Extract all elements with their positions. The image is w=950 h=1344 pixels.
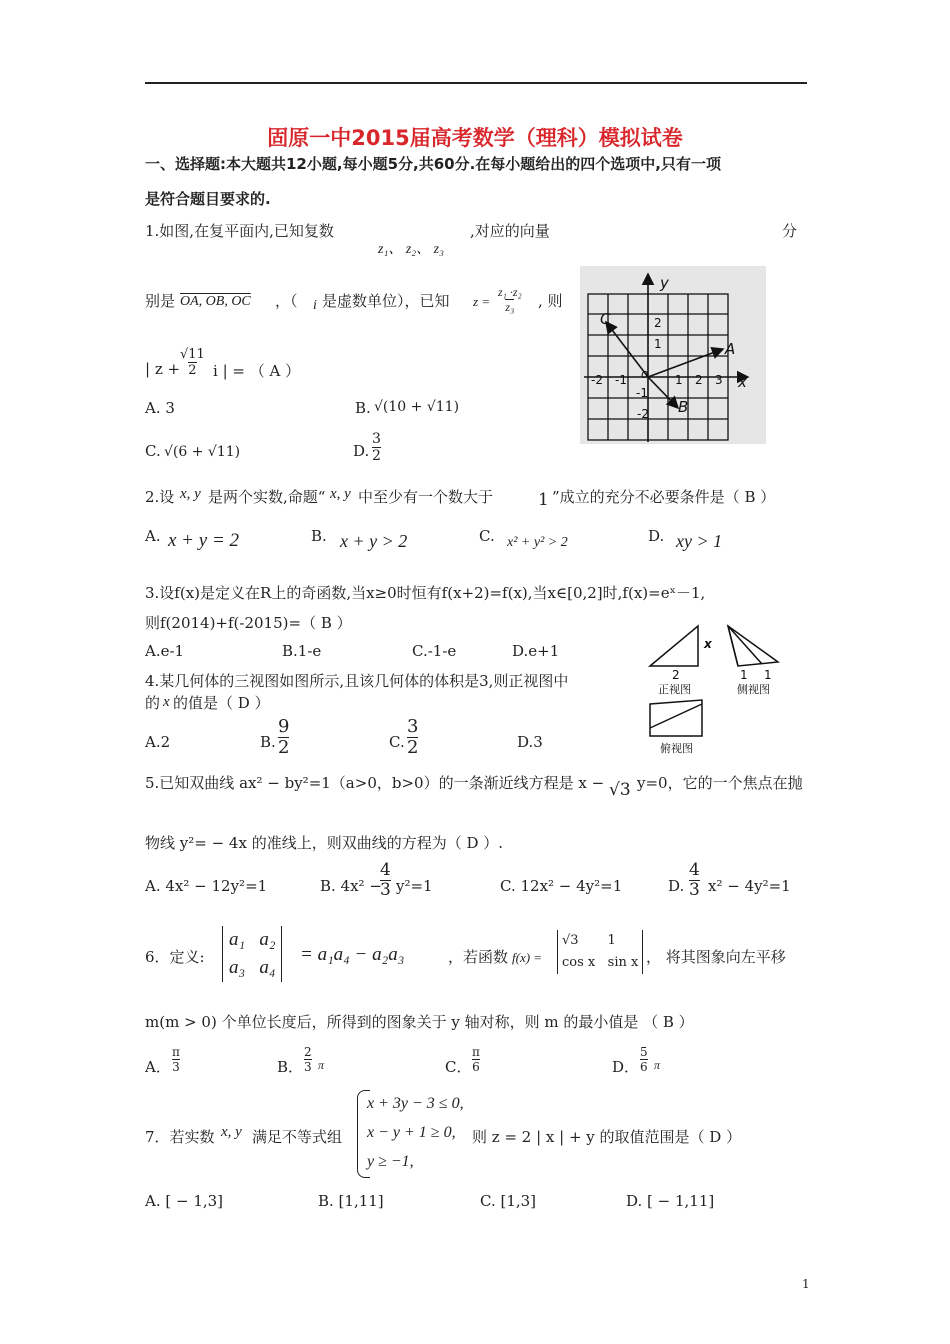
q5-line2: 物线 y²= − 4x 的准线上，则双曲线的方程为（ D ）. [145, 834, 504, 852]
fig1-tick-x-3: 3 [715, 373, 723, 387]
q1-option-b-label: B. [355, 399, 371, 417]
q6-option-d-num: 5 [640, 1045, 648, 1059]
q2-text-b: 是两个实数,命题“ [208, 488, 326, 506]
fig4-side-caption: 侧视图 [737, 683, 770, 696]
q1-option-c-label: C. [145, 442, 161, 460]
q1-line1: 1.如图,在复平面内,已知复数 [145, 222, 334, 240]
q1-i-symbol: i [313, 298, 317, 313]
q1-option-a: A. 3 [145, 399, 175, 417]
q7-option-b: B. [1,11] [318, 1192, 384, 1210]
q5-option-d-a: D. [668, 877, 685, 895]
q2-text-c: 中至少有一个数大于 [358, 488, 494, 506]
q6-option-c-label: C． [445, 1058, 472, 1076]
q6-option-b-label: B． [277, 1058, 304, 1076]
fig4-front-x: x [704, 637, 712, 651]
q6-option-c-fraction [472, 1046, 480, 1073]
q1-option-d-fraction [372, 432, 381, 463]
q6-option-b-num: 2 [304, 1045, 312, 1059]
q1-two: 2 [188, 362, 197, 378]
q1-sqrt11: √11 [180, 347, 205, 362]
q2-option-c-label: C. [479, 527, 495, 545]
q6-text-b: ， 将其图象向左平移 [646, 948, 786, 966]
section-heading-cont: 是符合题目要求的. [145, 190, 271, 208]
q7-text-a: 7．若实数 [145, 1128, 215, 1146]
q5-option-d-b: x² − 4y²=1 [708, 877, 791, 895]
q7-option-a: A. [ − 1,3] [145, 1192, 224, 1210]
q2-option-a-label: A. [145, 527, 161, 545]
q3-line2: 则f(2014)+f(-2015)=（ B ） [145, 614, 352, 632]
fig4-front-caption: 正视图 [658, 683, 691, 696]
fig1-tick-y-neg1: -1 [636, 386, 648, 400]
q4-option-b-den: 2 [278, 736, 290, 758]
q3-option-d: D.e+1 [512, 642, 560, 660]
q5-option-d-den: 3 [689, 879, 700, 900]
q6-option-a-num: π [172, 1045, 180, 1059]
q6-line2: m(m > 0) 个单位长度后，所得到的图象关于 y 轴对称，则 m 的最小值是 （ B ） [145, 1013, 694, 1031]
q3-option-b: B.1-e [282, 642, 322, 660]
q2-option-c: x² + y² > 2 [507, 535, 568, 550]
fig1-tick-x-1: 1 [675, 373, 683, 387]
fig1-tick-y-neg2: -2 [637, 407, 649, 421]
three-views-figure [640, 618, 790, 758]
q6-function-matrix [557, 930, 643, 974]
fig4-side-1a: 1 [740, 668, 748, 682]
q1-expr-b: i | = （ A ） [213, 362, 301, 380]
q5-option-b-num: 4 [380, 860, 391, 880]
q4-option-a: A.2 [145, 733, 171, 751]
q5-option-d-fraction [689, 862, 700, 900]
header-rule [145, 82, 807, 84]
q2-xy: x, y [180, 486, 201, 502]
q6-m11: √3 [562, 933, 579, 948]
q6-option-d-den: 6 [640, 1059, 648, 1074]
q5-option-c: C. 12x² − 4y²=1 [500, 877, 623, 895]
q1-option-d-num: 3 [372, 431, 381, 447]
q6-def-rhs: = a₁a₄ − a₂a₃ [300, 944, 405, 965]
q7-option-d: D. [ − 1,11] [626, 1192, 715, 1210]
q5-line1: 5.已知双曲线 ax² − by²=1（a>0，b>0）的一条渐近线方程是 x − [145, 774, 605, 792]
q6-option-b-pi: π [318, 1058, 325, 1072]
fig1-y-axis-label: y [660, 274, 669, 292]
q6-option-a-den: 3 [172, 1059, 180, 1074]
complex-plane-figure [580, 266, 766, 444]
q2-text-d: ”成立的充分不必要条件是（ B ） [552, 488, 776, 506]
q5-line1-b: y=0，它的一个焦点在抛 [637, 774, 803, 792]
page-number: 1 [802, 1277, 810, 1291]
fig1-tick-x-2: 2 [695, 373, 703, 387]
q1-option-d-label: D. [353, 442, 370, 460]
fig1-tick-x-neg1: -1 [615, 373, 627, 387]
q6-label: 6．定义: [145, 948, 205, 966]
q1-line1-b: ,对应的向量 [470, 222, 550, 240]
section-heading: 一、选择题:本大题共12小题,每小题5分,共60分.在每小题给出的四个选项中,只有一项 [145, 155, 721, 173]
q3-line1: 3.设f(x)是定义在R上的奇函数,当x≥0时恒有f(x+2)=f(x),当x∈[0,2]时,f(x)=eˣ－1, [145, 584, 706, 602]
q6-m12: 1 [607, 933, 616, 948]
q6-a1: a₁ [229, 929, 246, 950]
q3-option-a: A.e-1 [145, 642, 185, 660]
q1-line2-d: , 则 [538, 292, 563, 310]
fig1-tick-x-neg2: -2 [591, 373, 603, 387]
q6-determinant-definition [222, 926, 282, 982]
q4-option-c-label: C. [389, 733, 405, 751]
q2-option-d: xy > 1 [676, 531, 723, 551]
q1-line2-c: 是虚数单位），已知 [322, 292, 450, 310]
q6-option-d-fraction [640, 1046, 648, 1073]
q3-option-c: C.-1-e [412, 642, 457, 660]
q2-option-b: x + y > 2 [340, 531, 408, 551]
q4-line2-a: 的 [145, 694, 161, 712]
q7-constraint-3: y ≥ −1, [367, 1153, 414, 1170]
q7-constraint-2: x − y + 1 ≥ 0, [367, 1124, 456, 1141]
q5-option-b-b: y²=1 [396, 877, 433, 895]
q6-a3: a₃ [229, 957, 246, 978]
q4-option-d: D.3 [517, 733, 543, 751]
fig1-point-b: B [678, 398, 689, 416]
q6-a4: a₄ [259, 957, 276, 978]
q5-option-b-a: B. 4x² − [320, 877, 382, 895]
q1-z-num: z₁ ·z₂ [498, 285, 522, 299]
q1-vectors: OA, OB, OC [180, 294, 251, 309]
q4-option-c-den: 2 [407, 736, 419, 758]
q6-m21: cos x [562, 955, 596, 970]
page-title: 固原一中2015届高考数学（理科）模拟试卷 [267, 126, 683, 150]
q2-option-b-label: B. [311, 527, 327, 545]
fig4-front-base: 2 [672, 668, 680, 682]
q5-option-d-num: 4 [689, 860, 700, 880]
q1-line2-a: 别是 [145, 292, 176, 310]
q1-option-d-den: 2 [372, 447, 381, 464]
q1-expr-a: | z + [145, 360, 181, 378]
q1-option-c: √(6 + √11) [164, 444, 241, 460]
q1-z-eq: z = [473, 294, 491, 309]
q1-line1-c: 分 [782, 222, 798, 240]
q6-option-a-fraction [172, 1046, 180, 1073]
q1-z-den: z₃ [505, 299, 515, 314]
q6-a2: a₂ [259, 929, 276, 950]
fig1-point-c: C [600, 310, 611, 328]
q4-option-c-fraction [407, 718, 418, 758]
q6-m22: sin x [607, 955, 639, 970]
q6-option-b-fraction [304, 1046, 312, 1073]
q4-option-b-num: 9 [278, 716, 290, 737]
q7-constraint-1: x + 3y − 3 ≤ 0, [367, 1095, 464, 1112]
fig4-side-1b: 1 [764, 668, 772, 682]
q2-option-d-label: D. [648, 527, 665, 545]
q2-one: 1 [538, 490, 549, 510]
fig1-point-a: A [725, 340, 736, 358]
q6-option-d-pi: π [654, 1058, 661, 1072]
q4-option-c-num: 3 [407, 716, 419, 737]
fig1-tick-y-1: 1 [654, 337, 662, 351]
q6-text-a: ，若函数 [448, 948, 509, 966]
q6-option-b-den: 3 [304, 1059, 312, 1074]
q1-z-fraction [498, 286, 522, 313]
fig4-top-caption: 俯视图 [660, 742, 693, 755]
q1-option-b: √(10 + √11) [374, 399, 460, 415]
q4-line1: 4.某几何体的三视图如图所示,且该几何体的体积是3,则正视图中 [145, 672, 569, 690]
q1-line2-b: ，（ [275, 292, 298, 310]
q7-text-b: 满足不等式组 [252, 1128, 343, 1146]
q5-sqrt3: √3 [609, 780, 631, 800]
q4-option-b-fraction [278, 718, 289, 758]
q2-option-a: x + y = 2 [168, 530, 240, 551]
q5-option-a: A. 4x² − 12y²=1 [145, 877, 268, 895]
q5-option-b-fraction [380, 862, 391, 900]
q4-line2-b: 的值是（ D ） [173, 694, 270, 712]
fig1-x-axis-label: x [738, 373, 747, 391]
fig1-origin: o [641, 367, 649, 381]
q6-fx: f(x) = [512, 950, 543, 965]
q6-option-d-label: D． [612, 1058, 640, 1076]
q7-xy: x, y [221, 1124, 242, 1140]
q7-option-c: C. [1,3] [480, 1192, 537, 1210]
q4-option-b-label: B. [260, 733, 276, 751]
q2-text-a: 2.设 [145, 488, 175, 506]
q2-xy2: x, y [330, 486, 351, 502]
fig1-tick-y-2: 2 [654, 316, 662, 330]
q7-text-c: 则 z = 2 | x | + y 的取值范围是（ D ） [472, 1128, 742, 1146]
q4-x: x [163, 694, 170, 710]
q6-option-c-num: π [472, 1045, 480, 1059]
q1-expr-fraction [180, 348, 205, 377]
q6-option-a-label: A． [145, 1058, 171, 1076]
q5-option-b-den: 3 [380, 879, 391, 900]
q6-option-c-den: 6 [472, 1059, 480, 1074]
q1-z-list: z₁、 z₂、 z₃ [378, 242, 444, 257]
